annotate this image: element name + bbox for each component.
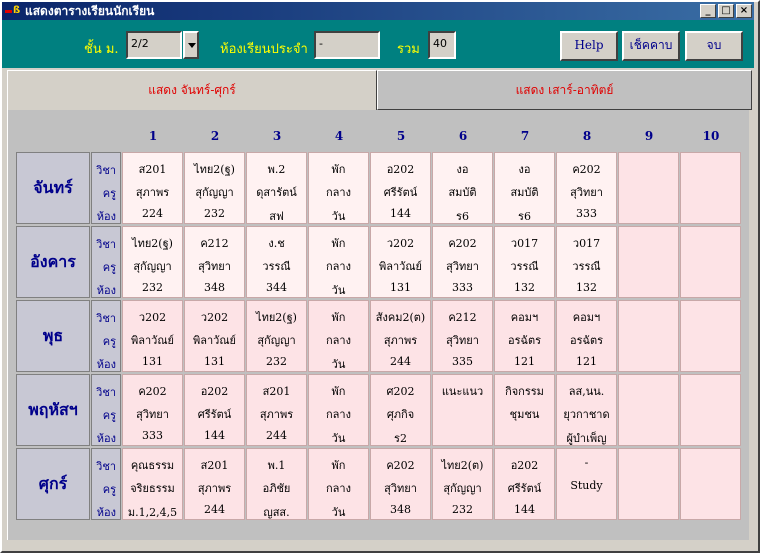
day-label: พฤหัสฯ [16,374,90,446]
room-text: วัน [331,506,346,519]
subject-text: ไทย2(ฐ) [256,311,297,324]
teacher-text: สมบัติ [510,186,539,199]
close-button[interactable]: × [736,4,752,18]
role-label: ครู [102,409,116,422]
subject-text: ค202 [386,459,415,472]
teacher-text: สุภาพร [383,334,418,347]
role-label: ห้อง [96,210,116,223]
teacher-text: สุวิทยา [384,482,417,495]
schedule-cell[interactable] [494,374,555,446]
schedule-cell[interactable] [246,448,307,520]
room-text: 333 [142,429,163,442]
room-text: 344 [266,281,287,294]
subject-text: อ202 [200,385,229,398]
teacher-text: ดุสารัตน์ [256,186,297,199]
teacher-text: วรรณี [262,260,291,273]
schedule-cell[interactable] [308,226,369,298]
teacher-text: กลาง [326,482,351,495]
teacher-text: กลาง [326,186,351,199]
day-label: อังคาร [16,226,90,298]
teacher-text: สุวิทยา [136,408,169,421]
role-labels [91,226,121,298]
tab-weekdays[interactable]: แสดง จันทร์-ศุกร์ [7,70,377,110]
period-header: 2 [210,129,220,143]
subject-text: ว202 [386,237,415,250]
teacher-text: วรรณี [510,260,539,273]
role-labels [91,152,121,224]
teacher-text: สุวิทยา [446,334,479,347]
room-text: ผู้บำเพ็ญ [566,432,607,445]
class-label: ชั้น ม. [84,42,119,57]
teacher-text: สุภาพร [259,408,294,421]
teacher-text: พิลาวัณย์ [379,260,422,273]
room-text: 333 [576,207,597,220]
subject-text: ค202 [448,237,477,250]
subject-text: พัก [331,163,346,176]
schedule-cell[interactable] [556,152,617,224]
schedule-cell[interactable] [370,374,431,446]
schedule-cell[interactable] [432,152,493,224]
schedule-cell[interactable] [494,226,555,298]
period-header: 7 [520,129,530,143]
schedule-cell[interactable] [680,448,741,520]
schedule-cell[interactable] [494,300,555,372]
room-text: 244 [204,503,225,516]
schedule-cell[interactable] [122,300,183,372]
schedule-cell[interactable] [618,152,679,224]
role-label: ห้อง [96,506,116,519]
room-text: 132 [514,281,535,294]
schedule-cell[interactable] [370,448,431,520]
title-bar[interactable] [2,2,754,20]
period-header: 1 [148,129,158,143]
room-text: วัน [331,432,346,445]
teacher-text: ศรีรัตน์ [383,186,418,199]
role-label: ห้อง [96,358,116,371]
day-label: ศุกร์ [16,448,90,520]
schedule-cell[interactable] [122,374,183,446]
teacher-text: สุกัญญา [443,482,482,495]
subject-text: ค202 [138,385,167,398]
role-label: วิชา [96,238,116,251]
day-label: พุธ [16,300,90,372]
chevron-down-icon[interactable] [183,31,199,59]
role-label: วิชา [96,164,116,177]
period-header: 4 [334,129,344,143]
subject-text: พ.2 [267,163,286,176]
room-text: 348 [204,281,225,294]
room-text: ร6 [518,210,531,223]
homeroom-label: ห้องเรียนประจำ [220,42,308,57]
teacher-text: พิลาวัณย์ [193,334,236,347]
role-label: ห้อง [96,284,116,297]
subject-text: ว202 [138,311,167,324]
role-labels [91,448,121,520]
subject-text: - [584,456,589,469]
maximize-button[interactable]: □ [718,4,734,18]
schedule-cell[interactable] [184,152,245,224]
subject-text: ค212 [448,311,477,324]
window-title: แสดงตารางเรียนนักเรียน [25,3,155,18]
room-text: ม.1,2,4,5 [127,506,178,519]
subject-text: พัก [331,237,346,250]
schedule-cell[interactable] [246,226,307,298]
schedule-cell[interactable] [308,152,369,224]
teacher-text: สมบัติ [448,186,477,199]
schedule-cell[interactable] [432,448,493,520]
teacher-text: กลาง [326,334,351,347]
room-text: 335 [452,355,473,368]
room-text: 244 [390,355,411,368]
schedule-cell[interactable] [494,152,555,224]
room-text: 144 [204,429,225,442]
role-label: ครู [102,483,116,496]
teacher-text: พิลาวัณย์ [131,334,174,347]
window-bottom [2,540,754,550]
role-label: ครู [102,187,116,200]
period-header: 9 [644,129,654,143]
subject-text: ว017 [572,237,601,250]
schedule-cell[interactable] [370,226,431,298]
teacher-text: สุภาพร [197,482,232,495]
period-header: 6 [458,129,468,143]
schedule-cell[interactable] [680,374,741,446]
room-text: ญสส. [263,506,290,519]
subject-text: สังคม2(ต) [375,311,426,324]
subject-text: ไทย2(ต) [441,459,484,472]
teacher-text: อภิชัย [262,482,291,495]
teacher-text: ศรีรัตน์ [197,408,232,421]
subject-text: อ202 [386,163,415,176]
app-icon: ß [5,4,21,18]
teacher-text: อรฉัตร [569,334,604,347]
schedule-cell[interactable] [494,448,555,520]
schedule-cell[interactable] [308,448,369,520]
schedule-cell[interactable] [556,374,617,446]
room-text: 232 [266,355,287,368]
schedule-cell[interactable] [246,300,307,372]
subject-text: งอ [518,163,531,176]
schedule-cell[interactable] [432,300,493,372]
schedule-cell[interactable] [618,448,679,520]
teacher-text: สุกัญญา [195,186,234,199]
subject-text: ค212 [200,237,229,250]
teacher-text: สุภาพร [135,186,170,199]
room-text: วัน [331,284,346,297]
room-text: 144 [514,503,535,516]
class-select[interactable]: 2/2 [126,31,182,59]
subject-text: อ202 [510,459,539,472]
room-text: 121 [576,355,597,368]
schedule-cell[interactable] [184,448,245,520]
teacher-text: สุกัญญา [133,260,172,273]
teacher-text: กลาง [326,260,351,273]
subject-text: ส201 [200,459,229,472]
schedule-cell[interactable] [122,448,183,520]
room-text: 131 [142,355,163,368]
schedule-cell[interactable] [680,226,741,298]
subject-text: คุณธรรม [130,459,175,472]
room-text: 333 [452,281,473,294]
schedule-cell[interactable] [308,300,369,372]
role-label: วิชา [96,460,116,473]
room-text: 232 [452,503,473,516]
teacher-text: สุวิทยา [570,186,603,199]
homeroom-field[interactable]: - [314,31,380,59]
room-text: ร2 [394,432,407,445]
schedule-cell[interactable] [122,226,183,298]
teacher-text: ยุวกาชาด [563,408,610,421]
minimize-button[interactable]: _ [700,4,716,18]
teacher-text: วรรณี [572,260,601,273]
schedule-cell[interactable] [432,374,493,446]
room-text: ร6 [456,210,469,223]
role-label: ครู [102,335,116,348]
teacher-text: อรฉัตร [507,334,542,347]
role-labels [91,374,121,446]
role-labels [91,300,121,372]
schedule-cell[interactable] [680,300,741,372]
room-text: วัน [331,210,346,223]
teacher-text: ชุมชน [509,408,540,421]
schedule-cell[interactable] [618,374,679,446]
schedule-cell[interactable] [618,300,679,372]
subject-text: ส201 [262,385,291,398]
role-label: วิชา [96,312,116,325]
room-text: สฟ [269,210,284,223]
subject-text: คอมฯ [510,311,539,324]
subject-text: คอมฯ [572,311,601,324]
subject-text: แนะแนว [441,385,484,398]
total-label: รวม [397,42,420,57]
schedule-cell[interactable] [370,300,431,372]
teacher-text: ศรีรัตน์ [507,482,542,495]
period-header: 10 [702,129,720,143]
subject-text: ส201 [138,163,167,176]
room-text: 348 [390,503,411,516]
room-text: 131 [204,355,225,368]
schedule-cell[interactable] [556,300,617,372]
teacher-text: สุกัญญา [257,334,296,347]
room-text: 232 [204,207,225,220]
subject-text: งอ [456,163,469,176]
room-text: 224 [142,207,163,220]
schedule-cell[interactable] [184,374,245,446]
subject-text: ว202 [200,311,229,324]
subject-text: พ.1 [267,459,286,472]
room-text: 131 [390,281,411,294]
check-period-button[interactable]: เช็คคาบ [622,31,680,61]
schedule-cell[interactable] [184,300,245,372]
total-field: 40 [428,31,456,59]
schedule-cell[interactable] [308,374,369,446]
role-label: ครู [102,261,116,274]
teacher-text: สุวิทยา [446,260,479,273]
room-text: 144 [390,207,411,220]
schedule-cell[interactable] [556,226,617,298]
schedule-cell[interactable] [246,374,307,446]
room-text: วัน [331,358,346,371]
subject-text: ลส,นน. [568,385,605,398]
subject-text: ศ202 [386,385,415,398]
schedule-cell[interactable] [680,152,741,224]
day-label: จันทร์ [16,152,90,224]
subject-text: ง.ช [268,237,285,250]
schedule-cell[interactable] [246,152,307,224]
teacher-text: จริยธรรม [130,482,175,495]
period-header: 5 [396,129,406,143]
subject-text: พัก [331,385,346,398]
schedule-cell[interactable] [618,226,679,298]
subject-text: พัก [331,459,346,472]
subject-text: ค202 [572,163,601,176]
subject-text: ไทย2(ฐ) [132,237,173,250]
role-label: ห้อง [96,432,116,445]
end-button[interactable]: จบ [685,31,743,61]
schedule-cell[interactable] [122,152,183,224]
schedule-cell[interactable] [556,448,617,520]
teacher-text: สุวิทยา [198,260,231,273]
teacher-text: Study [570,479,603,492]
schedule-cell[interactable] [184,226,245,298]
room-text: 121 [514,355,535,368]
teacher-text: ศุภกิจ [386,408,415,421]
help-button[interactable]: Help [560,31,618,61]
schedule-cell[interactable] [370,152,431,224]
period-header: 8 [582,129,592,143]
room-text: 244 [266,429,287,442]
subject-text: พัก [331,311,346,324]
subject-text: ว017 [510,237,539,250]
room-text: 132 [576,281,597,294]
teacher-text: กลาง [326,408,351,421]
period-header: 3 [272,129,282,143]
role-label: วิชา [96,386,116,399]
schedule-cell[interactable] [432,226,493,298]
subject-text: ไทย2(ฐ) [194,163,235,176]
tab-weekend[interactable]: แสดง เสาร์-อาทิตย์ [377,70,752,110]
room-text: 232 [142,281,163,294]
subject-text: กิจกรรม [505,385,544,398]
